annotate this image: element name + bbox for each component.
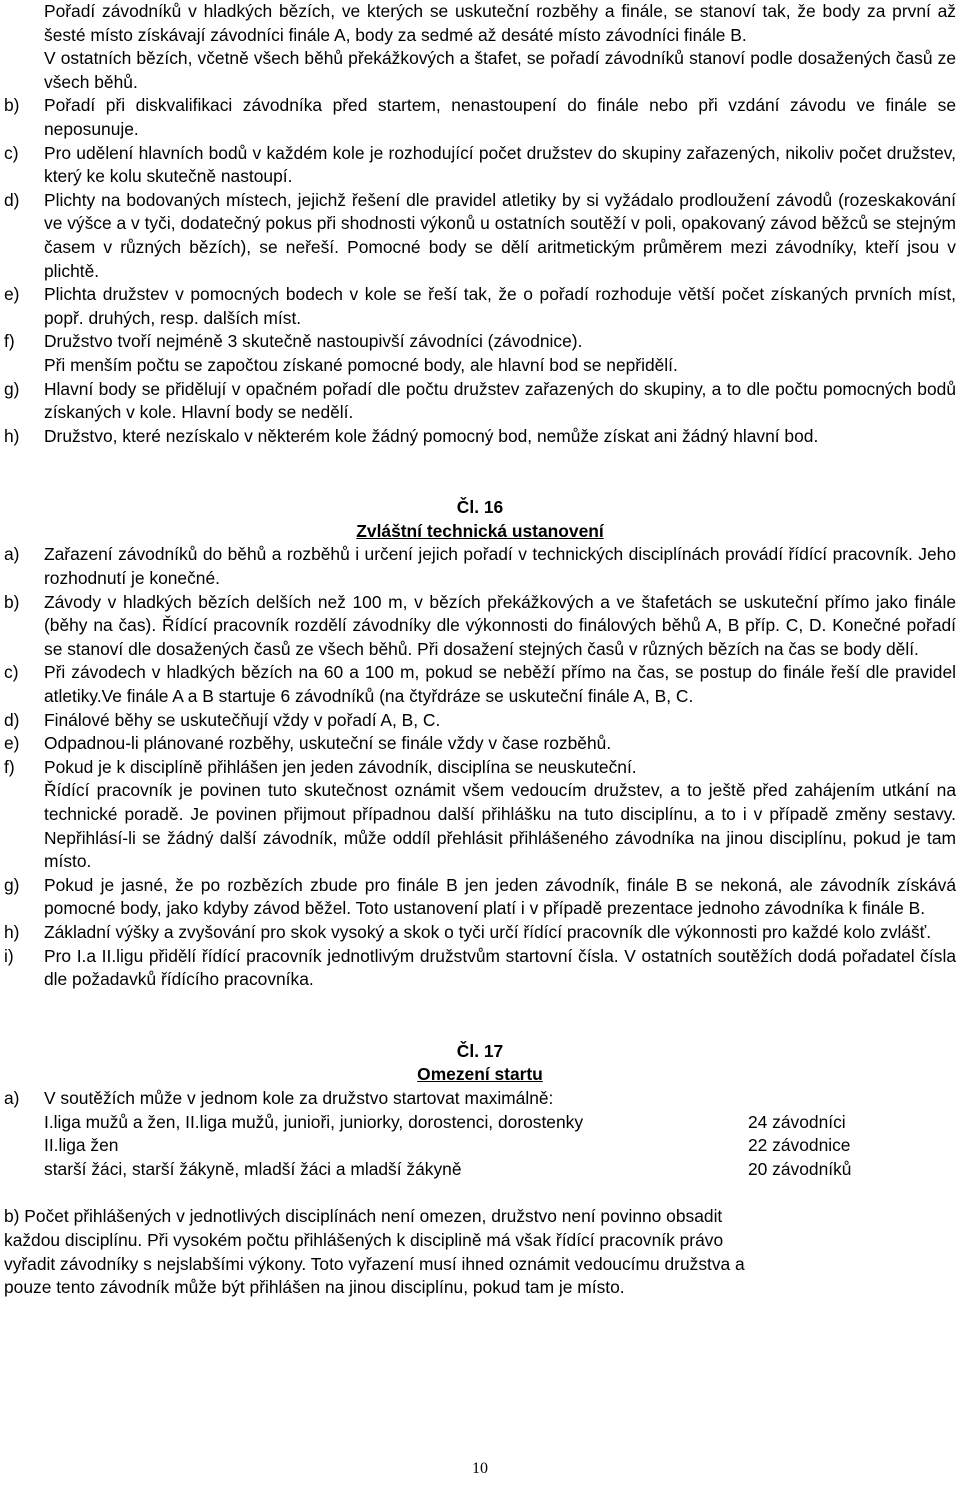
item-text: Pokud je k disciplíně přihlášen jen jeden závodník, disciplína se neuskuteční. (44, 756, 637, 777)
article-16-title: Zvláštní technická ustanovení (356, 520, 604, 541)
article-16-heading: Čl. 16 (456, 497, 504, 518)
item-b-line: b) Počet přihlášených v jednotlivých disciplínách není omezen, družstvo není povinno obsadit (4, 1206, 723, 1227)
item-label: b) (4, 591, 20, 612)
list-item (4, 874, 956, 921)
item-text: Odpadnou-li plánované rozběhy, uskuteční se finále vždy v čase rozběhů. (44, 733, 612, 754)
item-label: g) (4, 378, 20, 399)
list-item (4, 142, 956, 189)
limit-row (44, 1111, 956, 1135)
item-label: h) (4, 425, 20, 446)
page-number: 10 (472, 1460, 488, 1477)
list-item (4, 732, 956, 756)
limit-category: starší žáci, starší žákyně, mladší žáci a mladší žákyně (44, 1158, 462, 1179)
list-item (4, 591, 956, 662)
item-b-line: každou disciplínu. Při vysokém počtu přihlášených k disciplině má však řídící pracovník právo (4, 1229, 724, 1250)
article-17-item-b (4, 1205, 956, 1299)
list-item (4, 330, 956, 377)
item-label: c) (4, 662, 19, 683)
list-item (4, 378, 956, 425)
item-text: Při závodech v hladkých bězích na 60 a 100 m, pokud se neběží přímo na čas, se postup do finále řeší dle pravidel atletiky.Ve finále A a B startuje 6 závodníků (na čtyřdráze se uskuteční finále A, B, C. (44, 662, 956, 707)
item-text: V soutěžích může v jednom kole za družstvo startovat maximálně: (44, 1087, 554, 1108)
item-text: Družstvo tvoří nejméně 3 skutečně nastoupivší závodníci (závodnice). (44, 331, 583, 352)
document-page (4, 0, 956, 1300)
list-item (4, 543, 956, 590)
item-text: Závody v hladkých bězích delších než 100 m, v bězích překážkových a ve štafetách se uskuteční přímo jako finále (běhy na čas). Řídící pracovník rozdělí závodníky dle výkonnosti do finálových běhů A, B příp. C, D. Konečné pořadí se stanoví dle dosažených časů ze všech běhů. Při dosažení stejných časů v různých bězích na čas se body dělí. (44, 591, 956, 659)
item-text: Družstvo, které nezískalo v některém kole žádný pomocný bod, nemůže získat ani žádný hlavní bod. (44, 425, 819, 446)
list-item (4, 921, 956, 945)
item-text: Plichty na bodovaných místech, jejichž řešení dle pravidel atletiky by si vyžádalo prodloužení závodů (rozeskakování ve výšce a v tyči, dodatečný pokus při shodnosti výkonů u ostatních soutěží v poli, opakovaný závod běžců se stejným časem v různých bězích), se neřeší. Pomocné body se dělí aritmetickým průměrem mezi závodníky, kteří jsou v plichtě. (44, 189, 956, 281)
article-17-heading: Čl. 17 (456, 1040, 504, 1061)
item-text: Hlavní body se přidělují v opačném pořadí dle počtu družstev zařazených do skupiny, a to dle počtu pomocných bodů získaných v kole. Hlavní body se nedělí. (44, 378, 956, 423)
item-label: d) (4, 189, 20, 210)
item-label: b) (4, 95, 20, 116)
limit-value: 22 závodnice (748, 1135, 851, 1156)
item-text: Zařazení závodníků do běhů a rozběhů i určení jejich pořadí v technických disciplínách provádí řídící pracovník. Jeho rozhodnutí je konečné. (44, 544, 956, 589)
item-text: Při menším počtu se započtou získané pomocné body, ale hlavní bod se nepřidělí. (44, 354, 678, 375)
item-label: g) (4, 874, 20, 895)
article-17-item-a (4, 1087, 956, 1111)
article-17-title: Omezení startu (417, 1064, 543, 1085)
item-label: e) (4, 733, 20, 754)
article-16-items (4, 543, 956, 991)
lead-paragraph: Pořadí závodníků v hladkých bězích, ve kterých se uskuteční rozběhy a finále, se stanoví tak, že body za první až šesté místo získávají závodníci finále A, body za sedmé až desáté místo závodníci finále B. (44, 1, 956, 45)
item-label: e) (4, 284, 20, 305)
list-item (4, 189, 956, 283)
limit-category: II.liga žen (44, 1135, 119, 1156)
section-1 (4, 0, 956, 448)
lead-paragraph: V ostatních bězích, včetně všech běhů překážkových a štafet, se pořadí závodníků stanoví podle dosažených časů ze všech běhů. (44, 48, 956, 92)
item-text: Finálové běhy se uskutečňují vždy v pořadí A, B, C. (44, 709, 441, 730)
lead-paragraphs (4, 0, 956, 94)
item-label: a) (4, 1087, 20, 1108)
item-text: Plichta družstev v pomocných bodech v kole se řeší tak, že o pořadí rozhoduje větší počet získaných prvních míst, popř. druhých, resp. dalších míst. (44, 284, 956, 328)
item-label: f) (4, 756, 15, 777)
item-text: Základní výšky a zvyšování pro skok vysoký a skok o tyči určí řídící pracovník dle výkonnosti pro každé kolo zvlášť. (44, 921, 932, 942)
list-item (4, 425, 956, 449)
item-b-line: vyřadit závodníky s nejslabšími výkony. Toto vyřazení musí ihned oznámit vedoucímu družstva a (4, 1253, 745, 1274)
limit-category: I.liga mužů a žen, II.liga mužů, junioři, juniorky, dorostenci, dorostenky (44, 1111, 584, 1132)
item-label: a) (4, 544, 20, 565)
list-item (4, 94, 956, 141)
item-text: Pořadí při diskvalifikaci závodníka před startem, nenastoupení do finále nebo při vzdání závodu ve finále se neposunuje. (44, 95, 956, 139)
item-label: f) (4, 331, 15, 352)
item-label: i) (4, 945, 14, 966)
section-1-items (4, 94, 956, 448)
item-label: d) (4, 709, 20, 730)
list-item (4, 709, 956, 733)
item-text: Pro I.a II.ligu přidělí řídící pracovník jednotlivým družstvům startovní čísla. V ostatních soutěžích dodá pořadatel čísla dle požadavků řídícího pracovníka. (44, 945, 956, 990)
limit-value: 20 závodníků (748, 1158, 852, 1179)
list-item (4, 756, 956, 874)
list-item (4, 283, 956, 330)
item-text: Pokud je jasné, že po rozbězích zbude pro finále B jen jeden závodník, finále B se nekoná, ale závodník získává pomocné body, jako kdyby závod běžel. Toto ustanovení platí i v případě prezentace jednoho závodníka k finále B. (44, 874, 956, 919)
limit-row (44, 1158, 956, 1182)
list-item (4, 945, 956, 992)
item-text: Řídící pracovník je povinen tuto skutečnost oznámit všem vedoucím družstev, a to ještě před zahájením utkání na technické poradě. Je povinen přijmout případnou další přihlášku na tuto disciplínu, a to i v případě změny sestavy. Nepřihlásí-li se žádný další závodník, může oddíl přehlásit přihlášeného závodníka na jinou disciplínu, pokud je tam místo. (44, 780, 956, 872)
limit-row (44, 1134, 956, 1158)
item-label: c) (4, 142, 19, 163)
item-text: Pro udělení hlavních bodů v každém kole je rozhodující počet družstev do skupiny zařazených, nikoliv počet družstev, který ke kolu skutečně nastoupí. (44, 142, 956, 187)
item-b-line: pouze tento závodník může být přihlášen na jinou disciplínu, pokud tam je místo. (4, 1277, 625, 1298)
list-item (4, 661, 956, 708)
limit-value: 24 závodníci (748, 1111, 846, 1132)
start-limits-list (4, 1111, 956, 1182)
item-label: h) (4, 921, 20, 942)
